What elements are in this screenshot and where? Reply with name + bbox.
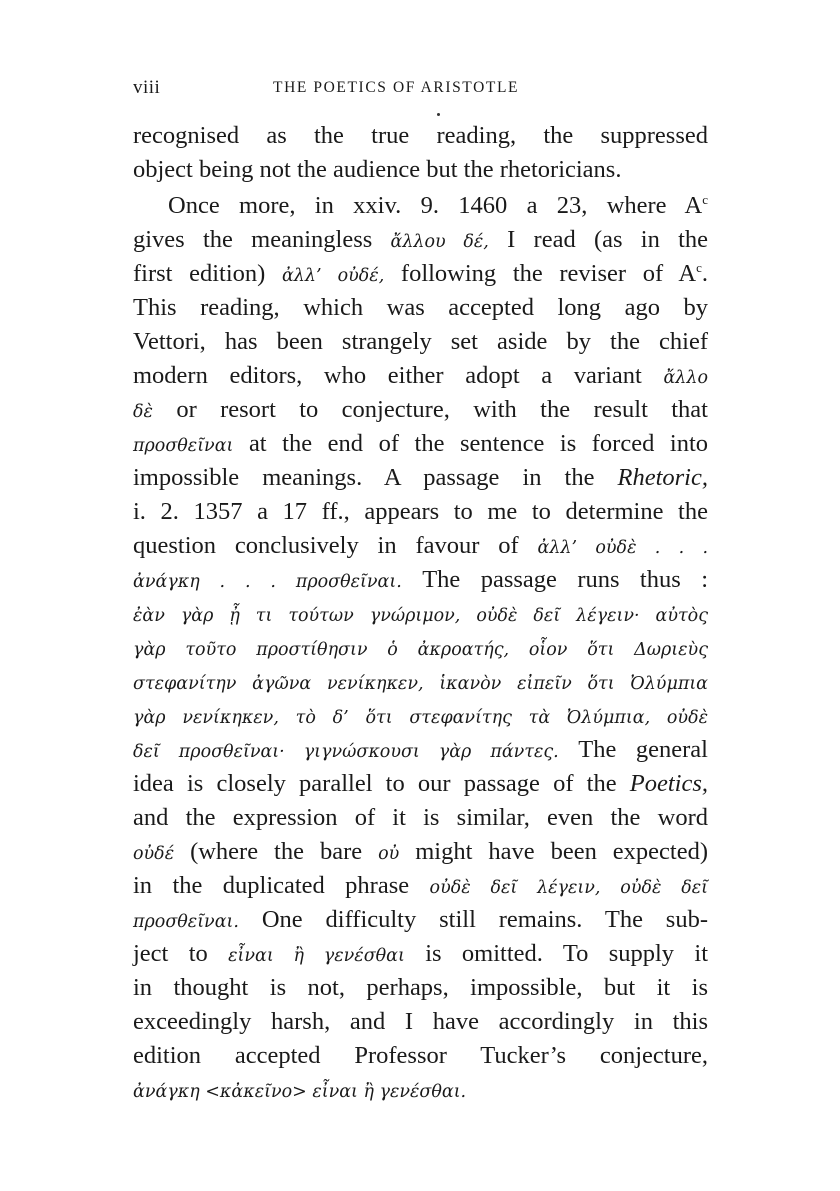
running-head (133, 77, 708, 103)
greek-quote-line: γὰρ νενίκηκεν, τὸ δ’ ὅτι στεφανίτης τὰ Ὀλύμπια, οὐδὲ (133, 708, 708, 728)
greek-quote-line: ἐὰν γὰρ ᾖ τι τούτων γνώριμον, οὐδὲ δεῖ λέγειν· αὐτὸς (133, 606, 708, 626)
greek-text: δεῖ προσθεῖναι· γιγνώσκουσι γὰρ πάντες. (133, 742, 559, 762)
greek-text: προσθεῖναι. (133, 912, 239, 932)
text-line: recognised as the true reading, the suppressed (133, 122, 708, 149)
text-line: idea is closely parallel to our passage of the Poetics, (133, 770, 708, 797)
greek-text: ἀλλ’ οὐδέ, (281, 266, 385, 286)
printer-mark (437, 113, 440, 116)
greek-text: ἄλλου δέ, (390, 232, 489, 252)
page-number: viii (133, 77, 161, 98)
text-line: Vettori, has been strangely set aside by the chief (133, 328, 708, 355)
text-line: Once more, in xxiv. 9. 1460 a 23, where $A^c$ (168, 192, 708, 219)
running-title: THE POETICS OF ARISTOTLE (273, 79, 520, 96)
text-line: οὐδέ (where the bare οὐ might have been expected) (133, 838, 709, 865)
greek-text: ἄλλο (663, 368, 709, 388)
text-line: edition accepted Professor Tucker’s conjecture, (133, 1042, 708, 1069)
text-line: προσθεῖναι at the end of the sentence is forced into (133, 430, 708, 457)
text-line: object being not the audience but the rhetoricians. (133, 156, 622, 183)
greek-text: δὲ (133, 402, 153, 422)
text-line: ject to εἶναι ἢ γενέσθαι is omitted. To supply it (133, 940, 709, 967)
text-line: ἀνάγκη . . . προσθεῖναι. The passage runs thus : (133, 566, 708, 593)
text-line: modern editors, who either adopt a variant ἄλλο (133, 362, 709, 389)
greek-text: οὐδέ (133, 844, 175, 864)
greek-text: οὐ (378, 844, 400, 864)
greek-text: ἀνάγκη . . . προσθεῖναι. (133, 572, 402, 592)
greek-text: ἀλλ’ οὐδὲ . . . (537, 538, 709, 558)
text-line: This reading, which was accepted long ago by (133, 294, 708, 321)
text-line: gives the meaningless ἄλλου δέ, I read (as in the (133, 226, 708, 253)
greek-text: εἶναι ἢ γενέσθαι (228, 946, 405, 966)
text-line: question conclusively in favour of ἀλλ’ οὐδὲ . . . (133, 532, 709, 559)
text-line: first edition) ἀλλ’ οὐδέ, following the reviser of $A^c$. (133, 260, 708, 287)
text-line: i. 2. 1357 a 17 ff., appears to me to determine the (133, 498, 708, 525)
text-line: and the expression of it is similar, even the word (133, 804, 708, 831)
greek-text: προσθεῖναι (133, 436, 234, 456)
greek-quote-line: στεφανίτην ἀγῶνα νενίκηκεν, ἱκανὸν εἰπεῖν ὅτι Ὀλύμπια (133, 674, 708, 694)
greek-quote-line: γὰρ τοῦτο προστίθησιν ὁ ἀκροατής, οἷον ὅτι Δωριεὺς (133, 640, 708, 660)
text-line: in thought is not, perhaps, impossible, but it is (133, 974, 708, 1001)
text-line: δεῖ προσθεῖναι· γιγνώσκουσι γὰρ πάντες. The general (133, 736, 708, 763)
text-line: προσθεῖναι. One difficulty still remains. The sub- (133, 906, 709, 933)
greek-text: οὐδὲ δεῖ λέγειν, οὐδὲ δεῖ (429, 878, 708, 898)
greek-text: ἀνάγκη <κἀκεῖνο> εἶναι ἢ γενέσθαι. (133, 1082, 467, 1102)
text-line: exceedingly harsh, and I have accordingly in this (133, 1008, 708, 1035)
text-line: in the duplicated phrase οὐδὲ δεῖ λέγειν, οὐδὲ δεῖ (133, 872, 708, 899)
text-line (133, 1073, 708, 1107)
text-line: δὲ or resort to conjecture, with the result that (133, 396, 708, 423)
text-line: impossible meanings. A passage in the Rhetoric, (133, 464, 708, 491)
